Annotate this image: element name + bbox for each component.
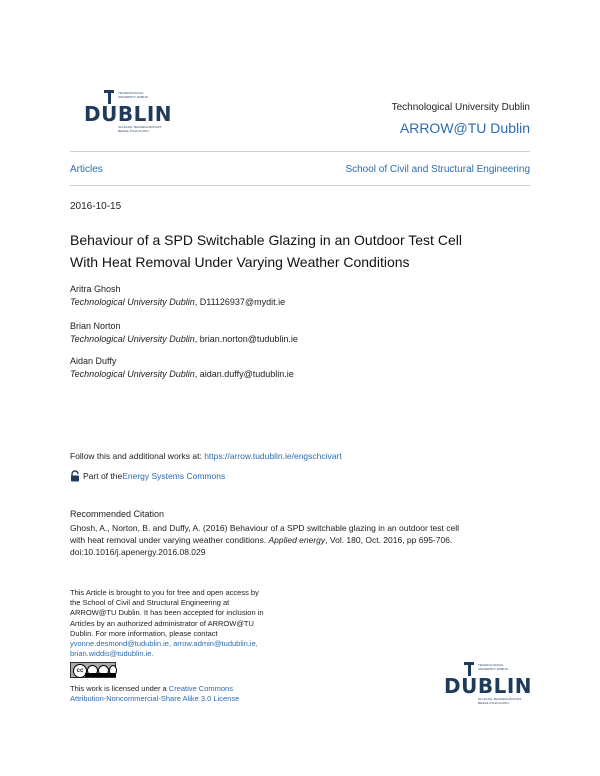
follow-text: Follow this and additional works at: (70, 451, 205, 461)
author-block-2 (70, 320, 298, 346)
license-text: This work is licensed under a Creative Commons Attribution-Noncommercial-Share Alike 3.0 License (70, 684, 330, 704)
badge-strip (85, 673, 116, 677)
open-access-lock-icon (70, 470, 80, 482)
author-affiliation: Technological University Dublin, aidan.duffy@tudublin.ie (70, 369, 294, 379)
follow-url-link[interactable]: https://arrow.tudublin.ie/engschcivart (204, 451, 342, 461)
author-affiliation: Technological University Dublin, D11126937@mydit.ie (70, 297, 286, 307)
citation-line-1: Ghosh, A., Norton, B. and Duffy, A. (2016) Behaviour of a SPD switchable glazing in an outdoor test cell (70, 523, 460, 533)
author-affiliation: Technological University Dublin, brian.norton@tudublin.ie (70, 334, 298, 344)
logo-tagline: TECHNOLOGICAL UNIVERSITY DUBLIN (118, 91, 148, 99)
title-line-1: Behaviour of a SPD Switchable Glazing in an Outdoor Test Cell (70, 232, 462, 248)
logo-wordmark: DUBLIN (84, 102, 173, 126)
citation-line-2: with heat removal under varying weather conditions. Applied energy, Vol. 180, Oct. 2016, pp 695-706. (70, 535, 453, 545)
access-notice: This Article is brought to you for free and open access by the School of Civil and Structural Engineering at ARROW@TU Dublin. It has been accepted for inclusion in Articles by an authorized administrator of ARROW@TU Dublin. For more information, please contact yvonne.desmond@tudublin.ie, arrow.admin@tudublin.ie, brian.widdis@tudublin.ie. (70, 588, 310, 659)
tu-dublin-logo-bottom (444, 660, 534, 706)
citation-line-3: doi:10.1016/j.apenergy.2016.08.029 (70, 547, 206, 557)
creative-commons-badge-icon[interactable] (70, 662, 116, 678)
school-link[interactable]: School of Civil and Structural Engineering (345, 164, 530, 175)
title-line-2: With Heat Removal Under Varying Weather Conditions (70, 254, 410, 270)
logo-tagline: TECHNOLOGICAL UNIVERSITY DUBLIN (478, 663, 508, 671)
part-of-text: Part of the (83, 471, 123, 481)
license-link[interactable]: Creative Commons (168, 684, 233, 693)
follow-line (70, 451, 342, 461)
articles-link[interactable]: Articles (70, 164, 103, 175)
citation-heading: Recommended Citation (70, 509, 165, 519)
author-name: Brian Norton (70, 321, 121, 331)
divider-nav (70, 185, 530, 186)
energy-systems-commons-link[interactable]: Energy Systems Commons (122, 471, 226, 481)
part-of-line (70, 470, 225, 482)
publication-date: 2016-10-15 (70, 201, 122, 212)
license-link-line-2[interactable]: Attribution-Noncommercial-Share Alike 3.0 License (70, 694, 240, 704)
article-title (70, 229, 462, 273)
institution-name: Technological University Dublin (391, 102, 530, 113)
logo-tagline-irish: OLLSCOIL TEICNEOLAÍOCHTA BHAILE ÁTHA CLIATH (118, 125, 162, 133)
logo-wordmark: DUBLIN (444, 674, 533, 698)
author-name: Aidan Duffy (70, 356, 117, 366)
divider-top (70, 151, 530, 152)
logo-tagline-irish: OLLSCOIL TEICNEOLAÍOCHTA BHAILE ÁTHA CLIATH (478, 697, 522, 705)
repository-link[interactable]: ARROW@TU Dublin (399, 120, 530, 136)
tu-dublin-logo-top (84, 88, 173, 134)
citation-body (70, 522, 540, 558)
contact-email-link-1[interactable]: yvonne.desmond@tudublin.ie, arrow.admin@tudublin.ie, (70, 639, 258, 649)
author-block-3 (70, 355, 294, 381)
author-block-1 (70, 283, 285, 309)
cc-icon: cc (73, 664, 87, 678)
contact-email-link-2[interactable]: brian.widdis@tudublin.ie. (70, 649, 154, 659)
author-name: Aritra Ghosh (70, 284, 121, 294)
